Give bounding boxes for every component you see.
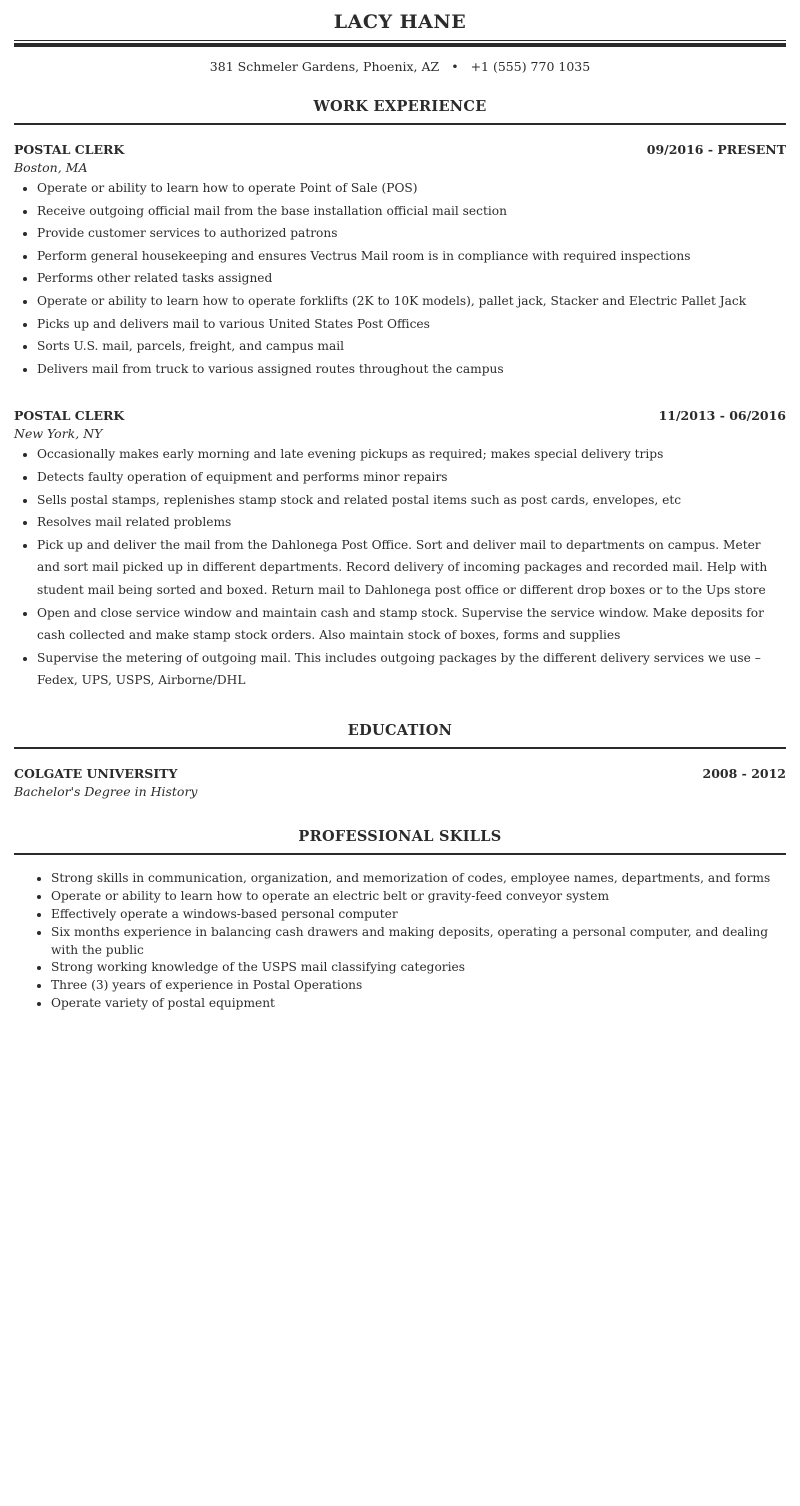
job-location: New York, NY bbox=[14, 426, 103, 442]
job-duty: • Operate or ability to learn how to operate Point of Sale (POS) bbox=[37, 177, 786, 200]
skill-item: • Effectively operate a windows-based personal computer bbox=[51, 906, 786, 924]
job-duty: • Resolves mail related problems bbox=[37, 511, 786, 534]
job-duty: • Supervise the metering of outgoing mail. This includes outgoing packages by the different delivery services we use – Fedex, UPS, USPS, Airborne/DHL bbox=[37, 647, 786, 692]
skill-item: • Operate or ability to learn how to operate an electric belt or gravity-feed conveyor system bbox=[51, 888, 786, 906]
skill-item: • Strong skills in communication, organization, and memorization of codes, employee names, departments, and forms bbox=[51, 870, 786, 888]
job-duty: • Detects faulty operation of equipment and performs minor repairs bbox=[37, 466, 786, 489]
contact-line bbox=[14, 58, 786, 76]
job-entry bbox=[14, 407, 786, 692]
header-divider-thick bbox=[14, 43, 786, 47]
job-header bbox=[14, 141, 786, 159]
job-duty: • Open and close service window and maintain cash and stamp stock. Supervise the service window. Make deposits for cash collected and make stamp stock orders. Also maintain stock of boxes, forms and supplies bbox=[37, 602, 786, 647]
job-title: POSTAL CLERK bbox=[14, 408, 125, 424]
job-location: Boston, MA bbox=[14, 160, 88, 175]
job-header bbox=[14, 407, 786, 425]
section-title-professional-skills: PROFESSIONAL SKILLS bbox=[14, 827, 786, 855]
section-title-work-experience: WORK EXPERIENCE bbox=[14, 97, 786, 125]
job-duties-list bbox=[14, 443, 786, 692]
job-duty: • Occasionally makes early morning and late evening pickups as required; makes special delivery trips bbox=[37, 443, 786, 466]
job-duty: • Sells postal stamps, replenishes stamp stock and related postal items such as post cards, envelopes, etc bbox=[37, 489, 786, 512]
job-duty: • Perform general housekeeping and ensures Vectrus Mail room is in compliance with required inspections bbox=[37, 245, 786, 268]
job-duty: • Receive outgoing official mail from the base installation official mail section bbox=[37, 200, 786, 223]
school-name: COLGATE UNIVERSITY bbox=[14, 765, 178, 781]
job-title: POSTAL CLERK bbox=[14, 142, 125, 157]
candidate-name: LACY HANE bbox=[333, 11, 467, 33]
job-duties-list bbox=[14, 177, 786, 380]
skill-item: • Strong working knowledge of the USPS mail classifying categories bbox=[51, 959, 786, 977]
contact-separator: • bbox=[451, 59, 459, 74]
education-header bbox=[14, 765, 786, 783]
degree: Bachelor's Degree in History bbox=[14, 783, 198, 799]
job-duty: • Provide customer services to authorized patrons bbox=[37, 222, 786, 245]
skills-list bbox=[14, 870, 786, 1013]
contact-phone: +1 (555) 770 1035 bbox=[470, 59, 591, 74]
skill-item: • Three (3) years of experience in Postal Operations bbox=[51, 977, 786, 995]
job-duty: • Pick up and deliver the mail from the Dahlonega Post Office. Sort and deliver mail to departments on campus. Meter and sort mail picked up in different departments. Record delivery of incoming packages and recorded mail. Help with student mail being sorted and boxed. Return mail to Dahlonega post office or different drop boxes or to the Ups store bbox=[37, 534, 786, 602]
job-duty: • Picks up and delivers mail to various United States Post Offices bbox=[37, 313, 786, 336]
job-dates: 11/2013 - 06/2016 bbox=[658, 408, 786, 424]
job-duty: • Delivers mail from truck to various assigned routes throughout the campus bbox=[37, 358, 786, 381]
education-years: 2008 - 2012 bbox=[702, 765, 786, 781]
skill-item: • Six months experience in balancing cash drawers and making deposits, operating a personal computer, and dealing with the public bbox=[51, 924, 786, 960]
education-entry bbox=[14, 765, 786, 801]
job-duty: • Operate or ability to learn how to operate forklifts (2K to 10K models), pallet jack, Stacker and Electric Pallet Jack bbox=[37, 290, 786, 313]
job-dates: 09/2016 - PRESENT bbox=[646, 142, 786, 157]
job-duty: • Performs other related tasks assigned bbox=[37, 267, 786, 290]
job-entry bbox=[14, 141, 786, 380]
skill-item: • Operate variety of postal equipment bbox=[51, 995, 786, 1013]
header-divider-thin bbox=[14, 40, 786, 41]
job-duty: • Sorts U.S. mail, parcels, freight, and campus mail bbox=[37, 335, 786, 358]
section-title-education: EDUCATION bbox=[14, 721, 786, 749]
contact-address: 381 Schmeler Gardens, Phoenix, AZ bbox=[209, 59, 440, 74]
